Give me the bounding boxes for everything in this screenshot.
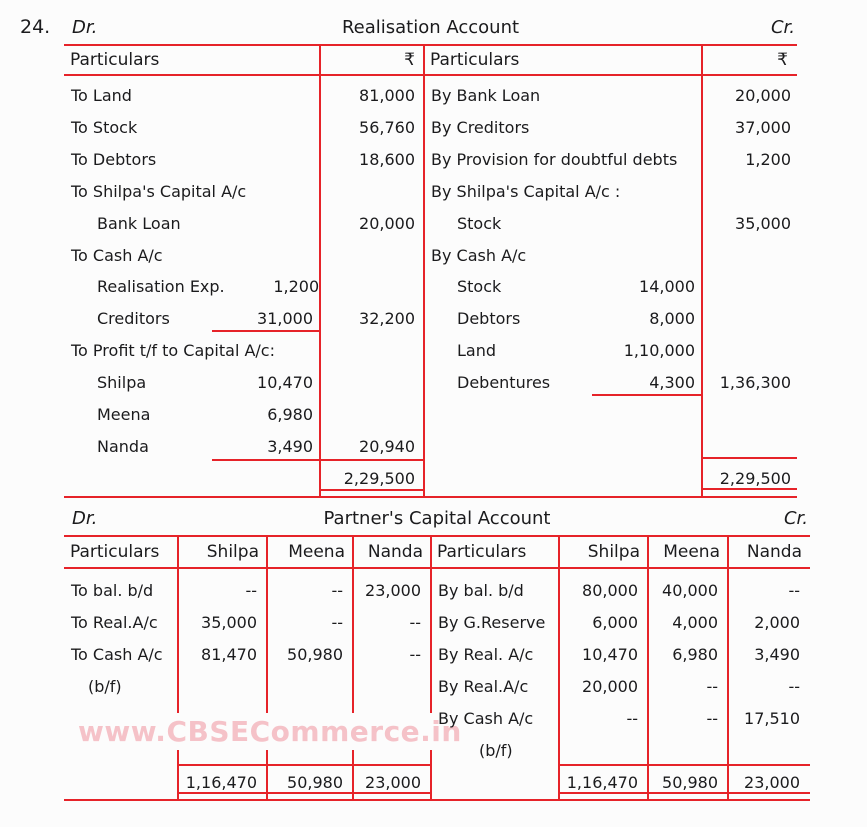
shilpa-cell: 81,470 — [201, 644, 257, 664]
meena-cell: -- — [706, 708, 718, 728]
ledger-row — [64, 271, 424, 303]
realisation-account-header — [64, 17, 797, 41]
particulars-cell: Nanda — [97, 436, 149, 456]
realisation-column-headers — [64, 45, 797, 75]
ledger-row — [424, 303, 797, 335]
realisation-credit-side — [424, 80, 797, 494]
particulars-header: Particulars — [430, 50, 520, 70]
credit-side-label: Cr. — [770, 17, 795, 38]
account-title: Partner's Capital Account — [323, 508, 551, 529]
particulars-cell: By Real. A/c — [438, 644, 534, 664]
ledger-row — [64, 80, 424, 112]
particulars-cell: By Cash A/c — [438, 708, 534, 728]
amount-cell: 1,36,300 — [719, 373, 791, 393]
site-watermark: www.CBSECommerce.in — [78, 715, 462, 748]
ledger-row — [431, 574, 810, 606]
ledger-row — [64, 303, 424, 335]
question-number: 24. — [20, 16, 51, 38]
ledger-row — [424, 112, 797, 144]
particulars-cell: Meena — [97, 404, 151, 424]
particulars-cell: By Cash A/c — [431, 245, 527, 265]
debit-side-label: Dr. — [72, 17, 98, 38]
sub-amount-cell: 1,200 — [273, 277, 320, 297]
shilpa-header: Shilpa — [587, 542, 640, 562]
total-nanda-cell: 23,000 — [744, 772, 800, 792]
capital-column-headers — [64, 536, 810, 568]
ledger-row — [431, 638, 810, 670]
total-row — [424, 462, 797, 494]
particulars-cell: By Shilpa's Capital A/c : — [431, 181, 621, 201]
meena-cell: 50,980 — [287, 644, 343, 664]
particulars-cell: (b/f) — [88, 676, 122, 696]
particulars-cell: Creditors — [97, 309, 170, 329]
sub-amount-cell: 10,470 — [257, 373, 313, 393]
ledger-row — [64, 367, 424, 399]
particulars-cell: To Cash A/c — [71, 245, 163, 265]
shilpa-header: Shilpa — [206, 542, 259, 562]
ledger-row — [424, 80, 797, 112]
sub-amount-cell: 1,10,000 — [623, 341, 695, 361]
sub-amount-cell: 14,000 — [639, 277, 695, 297]
shilpa-cell: 35,000 — [201, 612, 257, 632]
ledger-row — [64, 239, 424, 271]
nanda-header: Nanda — [746, 542, 802, 562]
nanda-cell: 17,510 — [744, 708, 800, 728]
total-amount-cell: 2,29,500 — [719, 468, 791, 488]
particulars-cell: To Land — [71, 86, 132, 106]
amount-cell: 20,000 — [735, 86, 791, 106]
ledger-row — [424, 144, 797, 176]
total-row — [64, 462, 424, 494]
ledger-row — [431, 734, 810, 766]
sub-amount-cell: 6,980 — [267, 404, 313, 424]
particulars-cell: Stock — [457, 213, 502, 233]
amount-cell: 20,000 — [359, 213, 415, 233]
particulars-cell: Debentures — [457, 373, 551, 393]
total-row — [431, 766, 810, 798]
sub-amount-cell: 31,000 — [257, 309, 313, 329]
particulars-cell: To Stock — [71, 118, 138, 138]
meena-cell: 6,980 — [672, 644, 718, 664]
particulars-header: Particulars — [437, 542, 527, 562]
ledger-row — [64, 606, 431, 638]
amount-cell: 35,000 — [735, 213, 791, 233]
ledger-row — [64, 112, 424, 144]
capital-debit-side — [64, 574, 431, 798]
particulars-cell: Debtors — [457, 309, 521, 329]
total-shilpa-cell: 1,16,470 — [185, 772, 257, 792]
table-rule-horizontal — [64, 496, 797, 498]
table-rule-horizontal — [64, 799, 810, 801]
meena-cell: 4,000 — [672, 612, 718, 632]
particulars-cell: To Debtors — [71, 150, 157, 170]
rupee-header: ₹ — [777, 50, 788, 70]
nanda-cell: 2,000 — [754, 612, 800, 632]
nanda-cell: -- — [409, 644, 421, 664]
sub-amount-cell: 4,300 — [649, 373, 695, 393]
ledger-row — [64, 574, 431, 606]
empty-row — [64, 702, 431, 734]
ledger-row — [64, 335, 424, 367]
particulars-cell: Stock — [457, 277, 502, 297]
amount-cell: 81,000 — [359, 86, 415, 106]
ledger-row — [424, 335, 797, 367]
capital-account-header — [64, 508, 810, 532]
ledger-row — [64, 430, 424, 462]
particulars-cell: Land — [457, 341, 497, 361]
amount-cell: 18,600 — [359, 150, 415, 170]
empty-row — [424, 430, 797, 462]
ledger-row — [64, 398, 424, 430]
meena-cell: -- — [331, 580, 343, 600]
particulars-header: Particulars — [70, 542, 160, 562]
debit-side-label: Dr. — [72, 508, 98, 529]
sub-amount-cell: 3,490 — [267, 436, 313, 456]
amount-cell: 20,940 — [359, 436, 415, 456]
ledger-row — [431, 606, 810, 638]
ledger-row — [424, 176, 797, 208]
ledger-row — [424, 207, 797, 239]
particulars-cell: By Real.A/c — [438, 676, 529, 696]
particulars-cell: To Real.A/c — [71, 612, 158, 632]
ledger-row — [64, 144, 424, 176]
shilpa-cell: 80,000 — [582, 580, 638, 600]
nanda-cell: 23,000 — [365, 580, 421, 600]
particulars-cell: By Bank Loan — [431, 86, 541, 106]
amount-cell: 37,000 — [735, 118, 791, 138]
shilpa-cell: -- — [626, 708, 638, 728]
capital-credit-side — [431, 574, 810, 798]
nanda-cell: -- — [788, 580, 800, 600]
ledger-row — [424, 367, 797, 399]
realisation-debit-side — [64, 80, 424, 494]
ledger-row — [431, 702, 810, 734]
meena-cell: -- — [331, 612, 343, 632]
total-row — [64, 766, 431, 798]
total-nanda-cell: 23,000 — [365, 772, 421, 792]
ledger-row — [424, 271, 797, 303]
empty-row — [64, 734, 431, 766]
total-shilpa-cell: 1,16,470 — [566, 772, 638, 792]
particulars-cell: To Profit t/f to Capital A/c: — [71, 341, 275, 361]
total-amount-cell: 2,29,500 — [343, 468, 415, 488]
nanda-cell: 3,490 — [754, 644, 800, 664]
shilpa-cell: 6,000 — [592, 612, 638, 632]
meena-header: Meena — [288, 542, 345, 562]
particulars-cell: To Shilpa's Capital A/c — [71, 181, 247, 201]
particulars-cell: By bal. b/d — [438, 580, 524, 600]
amount-cell: 32,200 — [359, 309, 415, 329]
credit-side-label: Cr. — [783, 508, 808, 529]
shilpa-cell: -- — [245, 580, 257, 600]
shilpa-cell: 10,470 — [582, 644, 638, 664]
sub-amount-cell: 8,000 — [649, 309, 695, 329]
ledger-row — [64, 638, 431, 670]
amount-cell: 56,760 — [359, 118, 415, 138]
nanda-header: Nanda — [367, 542, 423, 562]
rupee-header: ₹ — [404, 50, 415, 70]
meena-cell: -- — [706, 676, 718, 696]
particulars-cell: Realisation Exp. — [97, 277, 225, 297]
particulars-cell: By Creditors — [431, 118, 530, 138]
particulars-cell: (b/f) — [479, 740, 513, 760]
total-meena-cell: 50,980 — [287, 772, 343, 792]
nanda-cell: -- — [788, 676, 800, 696]
particulars-cell: To Cash A/c — [71, 644, 163, 664]
shilpa-cell: 20,000 — [582, 676, 638, 696]
amount-cell: 1,200 — [745, 150, 791, 170]
nanda-cell: -- — [409, 612, 421, 632]
particulars-header: Particulars — [70, 50, 160, 70]
ledger-row — [64, 670, 431, 702]
total-meena-cell: 50,980 — [662, 772, 718, 792]
particulars-cell: By Provision for doubtful debts — [431, 150, 678, 170]
ledger-row — [424, 239, 797, 271]
particulars-cell: Shilpa — [97, 373, 147, 393]
particulars-cell: To bal. b/d — [71, 580, 154, 600]
meena-cell: 40,000 — [662, 580, 718, 600]
ledger-row — [431, 670, 810, 702]
empty-row — [424, 398, 797, 430]
ledger-row — [64, 176, 424, 208]
particulars-cell: By G.Reserve — [438, 612, 546, 632]
particulars-cell: Bank Loan — [97, 213, 181, 233]
ledger-row — [64, 207, 424, 239]
account-title: Realisation Account — [341, 17, 520, 38]
meena-header: Meena — [663, 542, 720, 562]
